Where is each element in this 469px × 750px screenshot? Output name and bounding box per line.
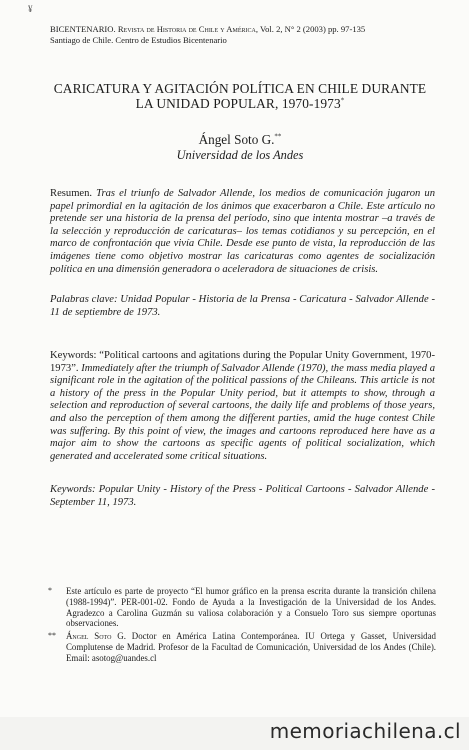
header-line-2: Santiago de Chile. Centro de Estudios Bicentenario [50,34,227,45]
author-name-text: Ángel Soto G. [198,132,275,147]
journal-header [50,24,445,45]
footnote-author-name: Ángel Soto G. [66,631,126,642]
footnote-mark: * [48,586,52,595]
resumen-paragraph [50,188,435,276]
footnote-text: Este artículo es parte de proyecto “El humor gráfico en la prensa escrita durante la transición chilena (1988-1994)”. PER-001-02. Fondo de Ayuda a la Investigación de la Universidad de los Andes. Agradezco a Carolina Guzmán su valiosa colaboración y a Consuelo Toro sus siempre oportunas observaciones. [66,586,436,629]
header-volume: Vol. 2, N° 2 (2003) pp. 97-135 [260,24,366,34]
palabras-clave: Palabras clave: Unidad Popular - Historia de la Prensa - Caricatura - Salvador Allende - 11 de septiembre de 1973. [50,294,435,318]
abstract-text: Immediately after the triumph of Salvador Allende (1970), the mass media played a significant role in the agitation of the political passions of the Chileans. This article is not a history of the press in the Popular Unity period, but it attempts to show, through a selection and reproduction of several cartoons, the daily life and problems of those years, and also the perception of them among the different parties, amid the huge contest Chile was suffering. By this point of view, the images and cartoons reproduced here have as a major aim to show the cartoons as specific agents of political socialization, which generated and accelerated some critical situations. [50,362,435,462]
header-line-1 [50,24,445,35]
author-name [40,132,440,147]
author-affiliation: Universidad de los Andes [176,148,304,162]
footnote-text [66,631,436,663]
corner-mark: ¥ [28,4,33,14]
resumen-label: Resumen. [50,188,93,199]
footnotes [48,586,436,666]
article-title [40,81,440,111]
english-abstract [50,350,435,463]
title-line-2-text: LA UNIDAD POPULAR, 1970-1973 [135,96,341,111]
abstract-label: Keywords: “Political cartoons and agitations during the Popular Unity Government, 1970-1973”. [50,350,435,374]
footnote-body: Doctor en América Latina Contemporánea. IU Ortega y Gasset, Universidad Complutense de Madrid. Profesor de la Facultad de Comunicación, Universidad de los Andes (Chile). Email: asotog@uandes.cl [66,631,436,663]
footnote [48,631,436,663]
author-footnote-mark: ** [274,132,282,141]
header-journal-subtitle: Revista de Historia de Chile y América, [117,24,258,34]
title-line-2 [40,96,440,111]
header-journal-name: BICENTENARIO. [50,24,116,34]
watermark-band [0,717,469,750]
keywords-list: Keywords: Popular Unity - History of the Press - Political Cartoons - Salvador Allende - September 11, 1973. [50,484,435,508]
title-footnote-mark: * [340,96,345,105]
footnote [48,586,436,629]
footnote-mark: ** [48,631,56,641]
title-line-1: CARICATURA Y AGITACIÓN POLÍTICA EN CHILE DURANTE [53,81,427,96]
memoriachilena-watermark: memoriachilena.cl [269,719,461,743]
resumen-text: Tras el triunfo de Salvador Allende, los medios de comunicación jugaron un papel primordial en la agitación de los ánimos que exacerbaron a Chile. Este artículo no pretende ser una historia de la prensa del período, sino que intenta mostrar –a través de la selección y reproducción de caricaturas– los temas cotidianos y su percepción, en el marco de confrontación que vivía Chile. Desde ese punto de vista, la reproducción de las imágenes tiene como objetivo mostrar las caricaturas como agentes de socialización política en una dimensión generadora o aceleradora de situaciones de crisis. [50,188,435,275]
